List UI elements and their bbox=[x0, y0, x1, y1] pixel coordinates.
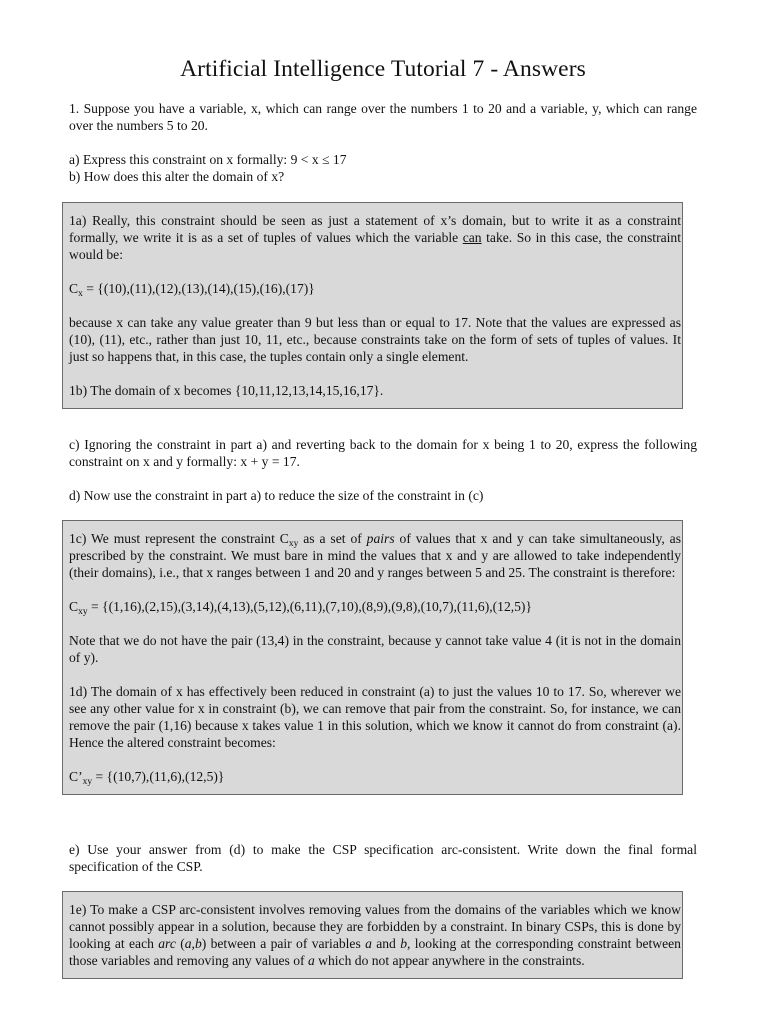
answer-1e-text: 1e) To make a CSP arc-consistent involves removing values from the domains of the variables which we know cannot possibly appear in a solution, because they are forbidden by a constraint. In binary CSPs, this is done by looking at each arc (a,b) between a pair of variables a and b, looking at the corresponding constraint between those variables and removing any values of a which do not appear anywhere in the constraints. bbox=[69, 902, 681, 968]
answer-1c-text: 1c) We must represent the constraint $C_{xy}$ as a set of pairs of values that x and y can take simultaneously, as prescribed by the constraint. We must bare in mind the values that x and y are allowed to take independently (their domains), i.e., that x ranges between 1 and 20 and y ranges between 5 and 25. The constraint is therefore: bbox=[69, 531, 681, 580]
question-1d: d) Now use the constraint in part a) to reduce the size of the constraint in (c) bbox=[69, 488, 484, 503]
answer-1a-text: 1a) Really, this constraint should be seen as just a statement of x’s domain, but to write it as a constraint formally, we write it is as a set of tuples of values which the variable can take. So in this case, the constraint would be: bbox=[69, 213, 681, 262]
constraint-cxy: $C_{xy} = \{(1,16),(2,15),(3,14),(4,13),(5,12),(6,11),(7,10),(8,9),(9,8),(10,7),(11,6),(12,5)\}$ bbox=[69, 599, 532, 617]
question-1c: c) Ignoring the constraint in part a) and reverting back to the domain for x being 1 to 20, express the following constraint on x and y formally: x + y = 17. bbox=[69, 437, 697, 469]
answer-1c-note: Note that we do not have the pair (13,4) in the constraint, because y cannot take value 4 (it is not in the domain of y). bbox=[69, 633, 681, 665]
questions-cd bbox=[69, 436, 697, 504]
page-title: Artificial Intelligence Tutorial 7 - Answers bbox=[180, 56, 586, 82]
question-e bbox=[69, 841, 697, 875]
constraint-cxy-prime: $C’_{xy} = \{(10,7),(11,6),(12,5)\}$ bbox=[69, 769, 225, 787]
answer-box-1e bbox=[62, 891, 683, 979]
constraint-cx: $C_x = \{(10),(11),(12),(13),(14),(15),(16),(17)\}$ bbox=[69, 281, 315, 299]
question-1b: b) How does this alter the domain of x? bbox=[69, 169, 285, 184]
answer-1d-text: 1d) The domain of x has effectively been reduced in constraint (a) to just the values 10 to 17. So, wherever we see any other value for x in constraint (b), we can remove that pair from the constraint. So, for instance, we can remove the pair (1,16) because x takes value 1 in this solution, which we know it cannot do from constraint (a). Hence the altered constraint becomes: bbox=[69, 684, 681, 750]
question-1a: a) Express this constraint on x formally: 9 < x ≤ 17 bbox=[69, 152, 347, 167]
answer-box-1ab bbox=[62, 202, 683, 409]
question-1-intro: 1. Suppose you have a variable, x, which can range over the numbers 1 to 20 and a variable, y, which can range over the numbers 5 to 20. bbox=[69, 101, 697, 133]
question-1 bbox=[69, 100, 697, 185]
answer-1b-text: 1b) The domain of x becomes {10,11,12,13,14,15,16,17}. bbox=[69, 383, 384, 398]
answer-box-1cd bbox=[62, 520, 683, 795]
answer-1a-explanation: because x can take any value greater than 9 but less than or equal to 17. Note that the values are expressed as (10), (11), etc., rather than just 10, 11, etc., because constraints take on the form of sets of tuples of values. It just so happens that, in this case, the tuples contain only a single element. bbox=[69, 315, 681, 364]
question-1e: e) Use your answer from (d) to make the CSP specification arc-consistent. Write down the final formal specification of the CSP. bbox=[69, 842, 697, 874]
